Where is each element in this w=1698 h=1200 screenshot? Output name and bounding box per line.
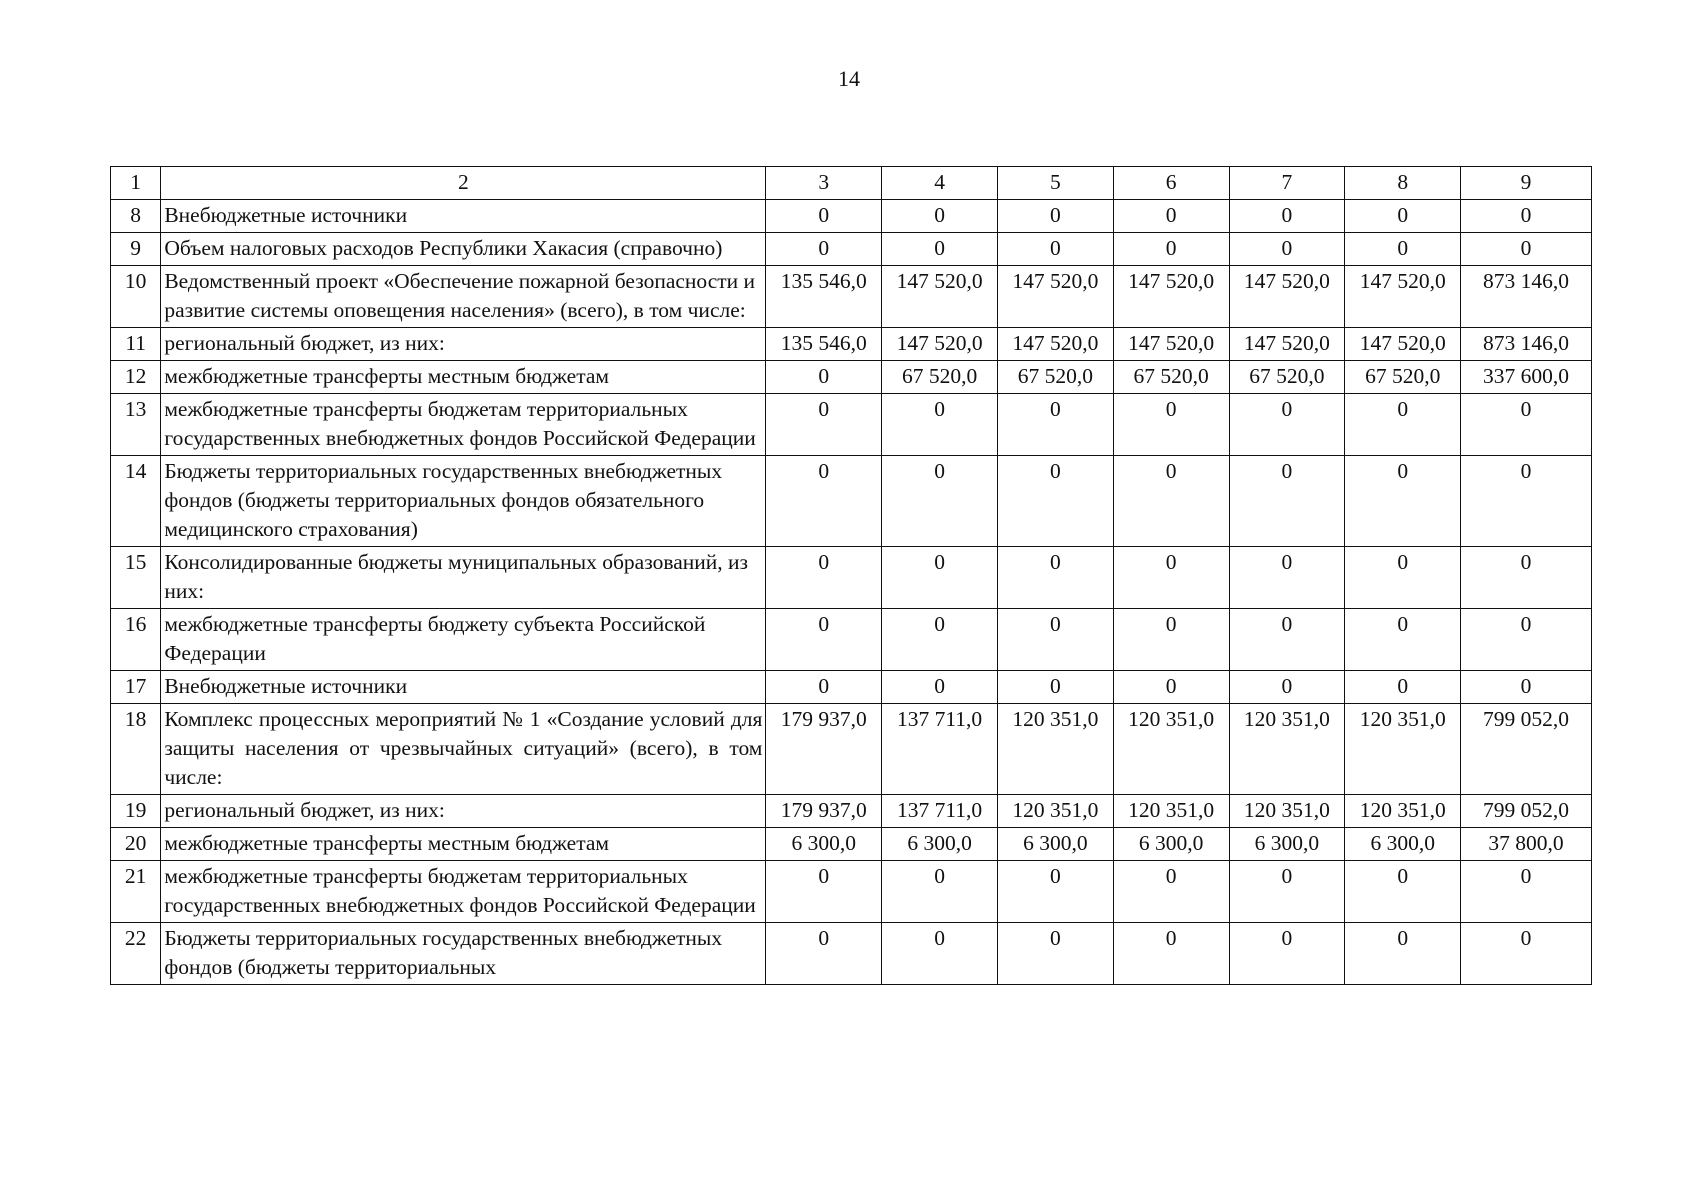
table-row (111, 609, 1592, 671)
value-cell: 147 520,0 (1113, 328, 1229, 361)
value-cell: 0 (882, 923, 998, 985)
value-cell: 135 546,0 (766, 328, 882, 361)
value-cell: 37 800,0 (1461, 828, 1592, 861)
row-number: 12 (111, 361, 161, 394)
value-cell: 0 (1229, 671, 1345, 704)
budget-table (110, 166, 1592, 985)
row-number: 16 (111, 609, 161, 671)
value-cell: 6 300,0 (766, 828, 882, 861)
header-cell: 5 (997, 167, 1113, 200)
row-number: 19 (111, 795, 161, 828)
value-cell: 6 300,0 (882, 828, 998, 861)
row-description: Консолидированные бюджеты муниципальных образований, из них: (161, 547, 766, 609)
value-cell: 0 (1345, 923, 1461, 985)
row-number: 17 (111, 671, 161, 704)
value-cell: 6 300,0 (1345, 828, 1461, 861)
table-row (111, 828, 1592, 861)
value-cell: 147 520,0 (1113, 266, 1229, 328)
value-cell: 0 (1461, 233, 1592, 266)
value-cell: 147 520,0 (997, 328, 1113, 361)
header-cell: 6 (1113, 167, 1229, 200)
value-cell: 67 520,0 (997, 361, 1113, 394)
value-cell: 120 351,0 (997, 704, 1113, 795)
table-row (111, 923, 1592, 985)
row-number: 15 (111, 547, 161, 609)
row-number: 21 (111, 861, 161, 923)
value-cell: 0 (766, 671, 882, 704)
value-cell: 0 (766, 456, 882, 547)
value-cell: 0 (882, 200, 998, 233)
value-cell: 0 (1345, 671, 1461, 704)
value-cell: 0 (1461, 456, 1592, 547)
value-cell: 0 (882, 233, 998, 266)
row-description: Объем налоговых расходов Республики Хакасия (справочно) (161, 233, 766, 266)
value-cell: 120 351,0 (997, 795, 1113, 828)
value-cell: 137 711,0 (882, 704, 998, 795)
header-cell: 3 (766, 167, 882, 200)
row-number: 20 (111, 828, 161, 861)
row-description: межбюджетные трансферты бюджету субъекта Российской Федерации (161, 609, 766, 671)
row-number: 14 (111, 456, 161, 547)
value-cell: 0 (1345, 394, 1461, 456)
value-cell: 0 (997, 200, 1113, 233)
value-cell: 120 351,0 (1229, 795, 1345, 828)
value-cell: 120 351,0 (1345, 795, 1461, 828)
value-cell: 137 711,0 (882, 795, 998, 828)
row-description: региональный бюджет, из них: (161, 795, 766, 828)
table-row (111, 456, 1592, 547)
value-cell: 337 600,0 (1461, 361, 1592, 394)
value-cell: 0 (1229, 394, 1345, 456)
value-cell: 0 (766, 923, 882, 985)
row-number: 11 (111, 328, 161, 361)
row-description: межбюджетные трансферты бюджетам территориальных государственных внебюджетных фондов Российской Федерации (161, 861, 766, 923)
table-row (111, 671, 1592, 704)
table-row (111, 361, 1592, 394)
value-cell: 179 937,0 (766, 704, 882, 795)
value-cell: 0 (1345, 861, 1461, 923)
value-cell: 120 351,0 (1345, 704, 1461, 795)
value-cell: 0 (882, 861, 998, 923)
value-cell: 147 520,0 (1229, 328, 1345, 361)
value-cell: 120 351,0 (1229, 704, 1345, 795)
header-cell: 8 (1345, 167, 1461, 200)
value-cell: 147 520,0 (882, 328, 998, 361)
row-number: 18 (111, 704, 161, 795)
value-cell: 0 (1461, 671, 1592, 704)
row-number: 8 (111, 200, 161, 233)
value-cell: 0 (1461, 923, 1592, 985)
value-cell: 0 (1113, 671, 1229, 704)
header-row (111, 167, 1592, 200)
value-cell: 0 (997, 456, 1113, 547)
value-cell: 0 (882, 609, 998, 671)
value-cell: 0 (1113, 923, 1229, 985)
value-cell: 0 (997, 923, 1113, 985)
value-cell: 120 351,0 (1113, 704, 1229, 795)
value-cell: 67 520,0 (882, 361, 998, 394)
value-cell: 0 (1229, 923, 1345, 985)
value-cell: 0 (997, 233, 1113, 266)
row-number: 22 (111, 923, 161, 985)
value-cell: 873 146,0 (1461, 328, 1592, 361)
value-cell: 67 520,0 (1113, 361, 1229, 394)
value-cell: 0 (1113, 861, 1229, 923)
value-cell: 0 (1461, 394, 1592, 456)
row-number: 13 (111, 394, 161, 456)
row-description: межбюджетные трансферты местным бюджетам (161, 828, 766, 861)
value-cell: 0 (1229, 200, 1345, 233)
value-cell: 6 300,0 (1113, 828, 1229, 861)
header-cell: 7 (1229, 167, 1345, 200)
value-cell: 0 (1113, 233, 1229, 266)
value-cell: 0 (1461, 861, 1592, 923)
header-cell: 4 (882, 167, 998, 200)
value-cell: 67 520,0 (1345, 361, 1461, 394)
value-cell: 0 (1461, 200, 1592, 233)
value-cell: 0 (1345, 456, 1461, 547)
row-number: 10 (111, 266, 161, 328)
value-cell: 799 052,0 (1461, 704, 1592, 795)
value-cell: 0 (766, 394, 882, 456)
value-cell: 0 (882, 671, 998, 704)
row-description: региональный бюджет, из них: (161, 328, 766, 361)
value-cell: 0 (1113, 394, 1229, 456)
value-cell: 0 (766, 547, 882, 609)
table-row (111, 328, 1592, 361)
value-cell: 0 (1113, 200, 1229, 233)
row-description: Бюджеты территориальных государственных внебюджетных фондов (бюджеты территориальных фондов обязательного медицинского страхования) (161, 456, 766, 547)
row-description: Комплекс процессных мероприятий № 1 «Создание условий для защиты населения от чрезвычайных ситуаций» (всего), в том числе: (161, 704, 766, 795)
value-cell: 0 (766, 233, 882, 266)
table-row (111, 704, 1592, 795)
value-cell: 6 300,0 (1229, 828, 1345, 861)
value-cell: 873 146,0 (1461, 266, 1592, 328)
table-row (111, 547, 1592, 609)
header-cell: 1 (111, 167, 161, 200)
value-cell: 0 (882, 547, 998, 609)
page-number: 14 (838, 66, 860, 91)
header-cell: 2 (161, 167, 766, 200)
table-row (111, 861, 1592, 923)
value-cell: 0 (1229, 233, 1345, 266)
table-row (111, 795, 1592, 828)
table-row (111, 266, 1592, 328)
value-cell: 0 (882, 394, 998, 456)
value-cell: 0 (1113, 547, 1229, 609)
row-description: Внебюджетные источники (161, 671, 766, 704)
value-cell: 0 (766, 361, 882, 394)
value-cell: 120 351,0 (1113, 795, 1229, 828)
value-cell: 0 (1345, 233, 1461, 266)
value-cell: 0 (997, 547, 1113, 609)
value-cell: 0 (1461, 547, 1592, 609)
value-cell: 0 (766, 609, 882, 671)
value-cell: 0 (1345, 547, 1461, 609)
value-cell: 0 (1229, 609, 1345, 671)
value-cell: 67 520,0 (1229, 361, 1345, 394)
value-cell: 0 (1113, 609, 1229, 671)
value-cell: 147 520,0 (997, 266, 1113, 328)
row-description: Ведомственный проект «Обеспечение пожарной безопасности и развитие системы оповещения населения» (всего), в том числе: (161, 266, 766, 328)
row-description: межбюджетные трансферты местным бюджетам (161, 361, 766, 394)
value-cell: 0 (766, 861, 882, 923)
row-description: межбюджетные трансферты бюджетам территориальных государственных внебюджетных фондов Российской Федерации (161, 394, 766, 456)
value-cell: 6 300,0 (997, 828, 1113, 861)
value-cell: 0 (1229, 861, 1345, 923)
value-cell: 0 (997, 861, 1113, 923)
value-cell: 0 (1345, 609, 1461, 671)
value-cell: 0 (1229, 547, 1345, 609)
value-cell: 147 520,0 (882, 266, 998, 328)
value-cell: 0 (997, 609, 1113, 671)
table-row (111, 200, 1592, 233)
row-description: Бюджеты территориальных государственных внебюджетных фондов (бюджеты территориальных (161, 923, 766, 985)
value-cell: 0 (997, 394, 1113, 456)
value-cell: 179 937,0 (766, 795, 882, 828)
value-cell: 147 520,0 (1345, 328, 1461, 361)
row-description: Внебюджетные источники (161, 200, 766, 233)
value-cell: 0 (766, 200, 882, 233)
table-row (111, 233, 1592, 266)
value-cell: 0 (1345, 200, 1461, 233)
header-cell: 9 (1461, 167, 1592, 200)
table-row (111, 394, 1592, 456)
value-cell: 0 (1461, 609, 1592, 671)
value-cell: 147 520,0 (1345, 266, 1461, 328)
value-cell: 0 (882, 456, 998, 547)
row-number: 9 (111, 233, 161, 266)
value-cell: 0 (1229, 456, 1345, 547)
value-cell: 0 (997, 671, 1113, 704)
value-cell: 135 546,0 (766, 266, 882, 328)
value-cell: 147 520,0 (1229, 266, 1345, 328)
value-cell: 799 052,0 (1461, 795, 1592, 828)
value-cell: 0 (1113, 456, 1229, 547)
